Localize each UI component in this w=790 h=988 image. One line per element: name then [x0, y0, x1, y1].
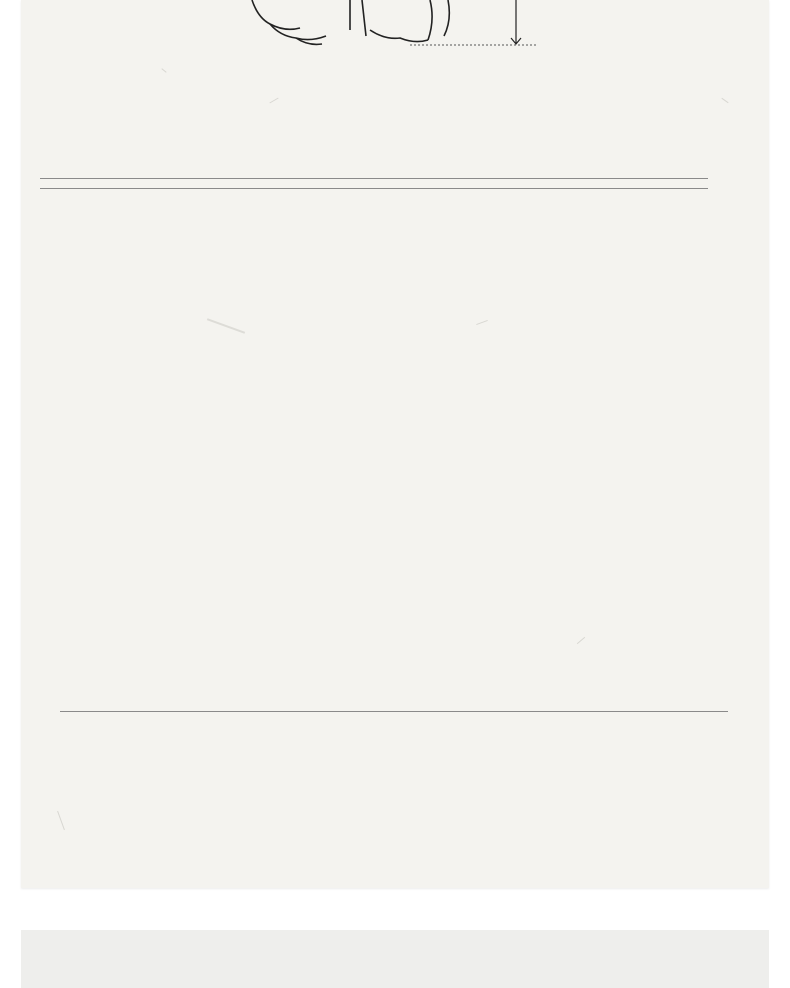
size-reference-table [60, 665, 728, 762]
size-table-header [40, 120, 708, 179]
next-section-card [21, 930, 769, 988]
skirt-illustration [230, 0, 550, 50]
size-table-body [40, 179, 708, 189]
reference-sizes [60, 712, 728, 762]
size-table [40, 120, 708, 189]
reference-body-ranges [60, 665, 728, 712]
